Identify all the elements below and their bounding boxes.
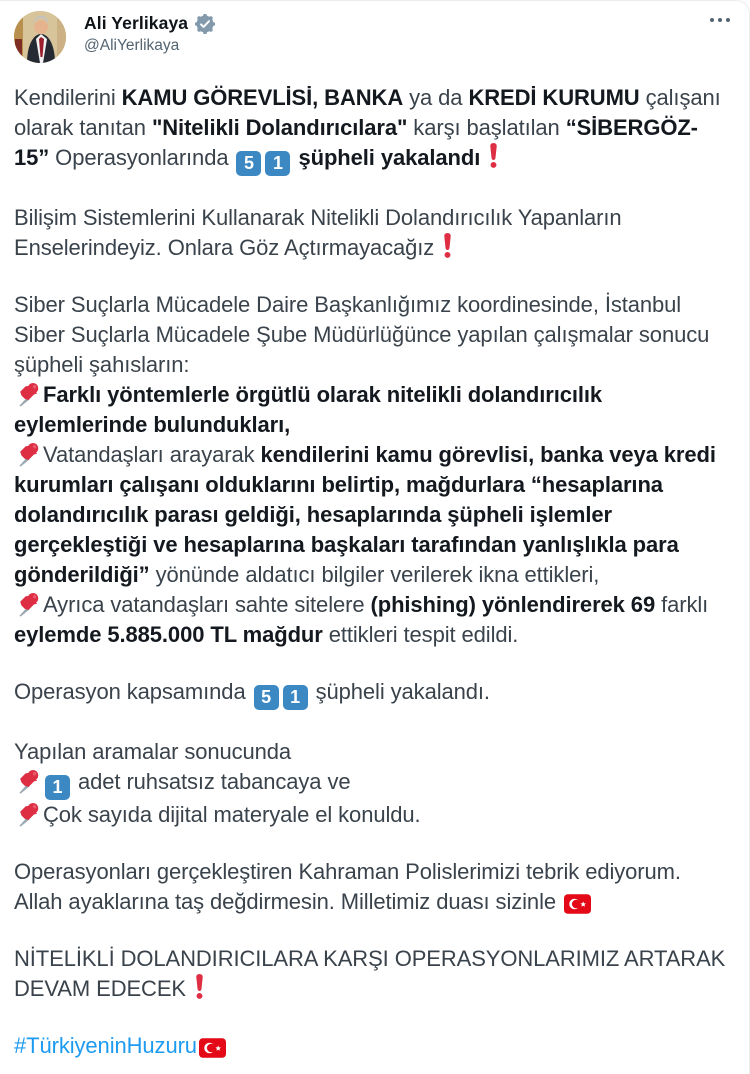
bold-text-segment: Farklı yöntemlerle örgütlü olarak nitelikli dolandırıcılık eylemlerinde bulundukları, [14,382,603,437]
bold-text-segment: şüpheli yakalandı [298,145,481,170]
text-segment: Bilişim Sistemlerini Kullanarak Nitelikli Dolandırıcılık Yapanların Enselerindeyiz. Onlara Göz Açtırmayacağız [14,205,622,260]
tweet-paragraph [14,1031,733,1061]
text-segment: Ayrıca vatandaşları sahte sitelere [43,592,371,617]
tweet-paragraph [14,440,733,590]
turkish-flag-icon [564,894,591,914]
text-segment: Operasyonları gerçekleştiren Kahraman Polislerimizi tebrik ediyorum. Allah ayaklarına taş değdirmesin. Milletimiz duası sizinle [14,859,681,914]
text-segment: Operasyonlarında [49,145,235,170]
text-segment: Kendilerini [14,85,122,110]
tweet-paragraph [14,944,733,1004]
exclamation-icon [195,974,204,999]
text-segment: Operasyon kapsamında [14,679,252,704]
tweet-paragraph [14,380,733,440]
tweet-paragraph [14,737,733,767]
tweet-paragraph [14,677,733,710]
pushpin-icon [16,769,41,794]
text-segment: Vatandaşları arayarak [43,442,261,467]
text-segment: çalışanı olarak tanıtan [14,85,721,140]
pushpin-icon [16,592,41,617]
tweet-paragraph [14,800,733,830]
text-segment: yönünde aldatıcı bilgiler verilerek ikna ettikleri, [149,562,600,587]
keycap-5-icon: 5 [236,151,261,176]
bold-text-segment: KAMU GÖREVLİSİ, BANKA [121,85,404,110]
tweet-paragraph [14,590,733,650]
bold-text-segment: kendilerini kamu görevlisi, banka veya kredi kurumları çalışanı olduklarını belirtip, mağdurlara “hesaplarına dolandırıcılık parası geldiği, hesaplarında şüpheli işlemler gerçekleştiği ve hesaplarına başkaları tarafından yanlışlıkla para gönderildiği” [14,442,716,587]
bold-text-segment: (phishing) yönlendirerek 69 [370,592,656,617]
text-segment [480,145,486,170]
text-segment: şüpheli yakalandı. [309,679,490,704]
bold-text-segment: KREDİ KURUMU [468,85,640,110]
more-button[interactable] [709,11,733,23]
keycap-1-icon: 1 [283,685,308,710]
pushpin-icon [16,802,41,827]
ellipsis-icon [709,17,731,23]
bold-text-segment: “SİBERGÖZ-15” [14,115,698,170]
verified-badge-icon [195,14,215,34]
avatar-photo [14,11,66,63]
text-segment: Çok sayıda dijital materyale el konuldu. [43,802,421,827]
tweet-paragraph [14,83,733,176]
keycap-1-icon: 1 [265,151,290,176]
tweet-paragraph [14,857,733,917]
pushpin-icon [16,382,41,407]
exclamation-icon [489,143,498,168]
keycap-1-icon: 1 [45,775,70,800]
text-segment: Siber Suçlarla Mücadele Daire Başkanlığımız koordinesinde, İstanbul Siber Suçlarla Mücadele Şube Müdürlüğünce yapılan çalışmalar sonucu şüpheli şahısların: [14,292,710,377]
text-segment: ettikleri tespit edildi. [322,622,519,647]
avatar[interactable] [14,11,66,63]
exclamation-icon [443,233,452,258]
text-segment: NİTELİKLİ DOLANDIRICILARA KARŞI OPERASYONLARIMIZ ARTARAK DEVAM EDECEK [14,946,726,1001]
text-segment: adet ruhsatsız tabancaya ve [72,769,351,794]
tweet-paragraph [14,767,733,800]
text-segment: farklı [655,592,709,617]
tweet-paragraph [14,290,733,380]
text-segment: karşı başlatılan [407,115,566,140]
tweet-text [14,83,733,1061]
display-name: Ali Yerlikaya [84,13,189,33]
text-segment: Yapılan aramalar sonucunda [14,739,292,764]
keycap-5-icon: 5 [254,685,279,710]
pushpin-icon [16,442,41,467]
hashtag-link[interactable]: #TürkiyeninHuzuru [14,1033,197,1058]
bold-text-segment: eylemde 5.885.000 TL mağdur [14,622,323,647]
turkish-flag-icon [199,1038,226,1058]
bold-text-segment: "Nitelikli Dolandırıcılara" [151,115,408,140]
tweet-paragraph [14,203,733,263]
text-segment: ya da [403,85,469,110]
identity-block [84,11,217,55]
user-handle: @AliYerlikaya [84,37,180,54]
tweet-header [14,11,733,63]
